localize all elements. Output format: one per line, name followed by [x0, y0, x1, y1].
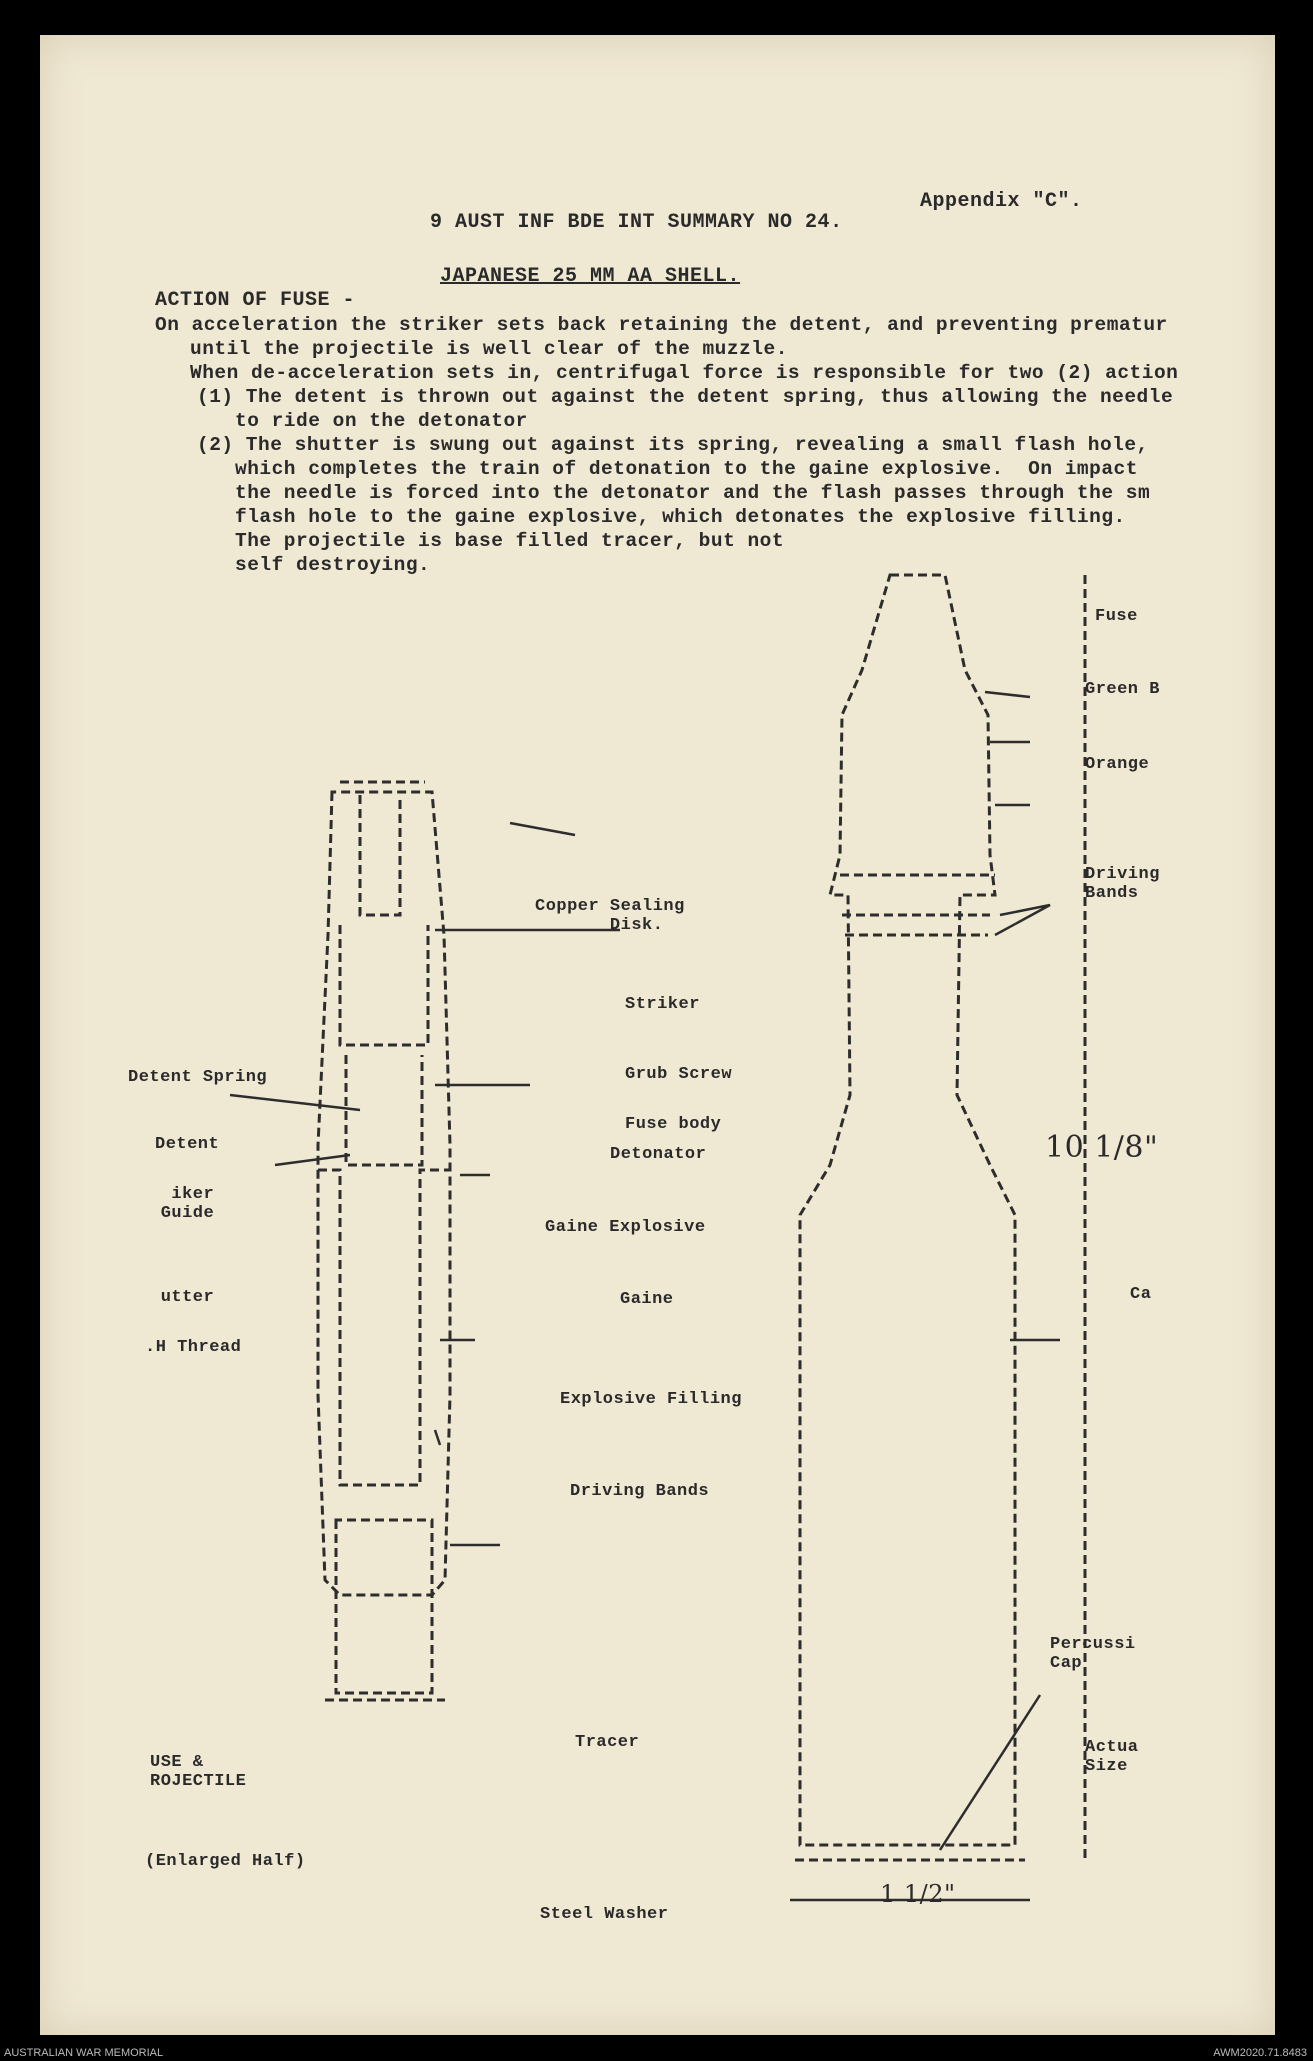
footer-right: AWM2020.71.8483 [1213, 2047, 1307, 2059]
body-line-8: the needle is forced into the detonator and the flash passes through the sm [235, 482, 1151, 504]
label-copper-sealing-disk: Copper Sealing Disk. [535, 897, 685, 935]
body-line-3: When de-acceleration sets in, centrifugal force is responsible for two (2) action [190, 362, 1179, 384]
label-use-projectile: USE & ROJECTILE [150, 1753, 247, 1791]
label-case: Ca [1130, 1285, 1152, 1304]
label-width: 1 1/2" [880, 1880, 956, 1908]
label-thread: .H Thread [145, 1338, 242, 1357]
label-striker: Striker [625, 995, 700, 1014]
label-percussion-cap: Percussi Cap [1050, 1635, 1136, 1673]
label-fuse-body: Fuse body [625, 1115, 722, 1134]
label-detonator: Detonator [610, 1145, 707, 1164]
label-actual-size: Actua Size [1085, 1738, 1139, 1776]
label-detent-spring: Detent Spring [128, 1068, 268, 1087]
label-steel-washer: Steel Washer [540, 1905, 669, 1924]
document-page [40, 35, 1275, 2035]
actual-size-cartridge-drawing [790, 575, 1085, 1900]
document-subtitle: JAPANESE 25 MM AA SHELL. [440, 265, 741, 288]
appendix-label: Appendix "C". [920, 190, 1083, 213]
section-heading: ACTION OF FUSE - [155, 289, 356, 312]
label-striker-guide: iker Guide [160, 1185, 215, 1223]
label-detent: Detent [155, 1135, 220, 1154]
body-line-6: (2) The shutter is swung out against its spring, revealing a small flash hole, [197, 434, 1149, 456]
body-line-2: until the projectile is well clear of the muzzle. [190, 338, 788, 360]
body-line-9: flash hole to the gaine explosive, which detonates the explosive filling. [235, 506, 1126, 528]
label-explosive-filling: Explosive Filling [560, 1390, 742, 1409]
body-line-7: which completes the train of detonation to the gaine explosive. On impact [235, 458, 1138, 480]
label-driving-bands-left: Driving Bands [570, 1482, 710, 1501]
label-driving-bands-right: Driving Bands [1085, 865, 1160, 903]
label-gaine: Gaine [620, 1290, 674, 1309]
label-orange: Orange [1085, 755, 1150, 774]
body-line-4: (1) The detent is thrown out against the detent spring, thus allowing the needle [197, 386, 1174, 408]
document-title: 9 AUST INF BDE INT SUMMARY NO 24. [430, 211, 843, 234]
body-line-5: to ride on the detonator [235, 410, 528, 432]
label-green-band: Green B [1085, 680, 1160, 699]
body-line-11: self destroying. [235, 554, 431, 576]
shell-diagrams [40, 35, 1275, 2035]
label-shutter: utter [150, 1288, 215, 1307]
body-line-1: On acceleration the striker sets back retaining the detent, and preventing prematur [155, 314, 1168, 336]
label-tracer: Tracer [575, 1733, 640, 1752]
label-fuse: Fuse [1095, 607, 1138, 626]
label-grub-screw: Grub Screw [625, 1065, 733, 1084]
label-length: 10 1/8" [1045, 1130, 1159, 1165]
footer-left: AUSTRALIAN WAR MEMORIAL [4, 2047, 164, 2059]
body-line-10: The projectile is base filled tracer, but not [235, 530, 785, 552]
label-enlarged-half: (Enlarged Half) [145, 1852, 306, 1871]
label-gaine-explosive: Gaine Explosive [545, 1218, 706, 1237]
